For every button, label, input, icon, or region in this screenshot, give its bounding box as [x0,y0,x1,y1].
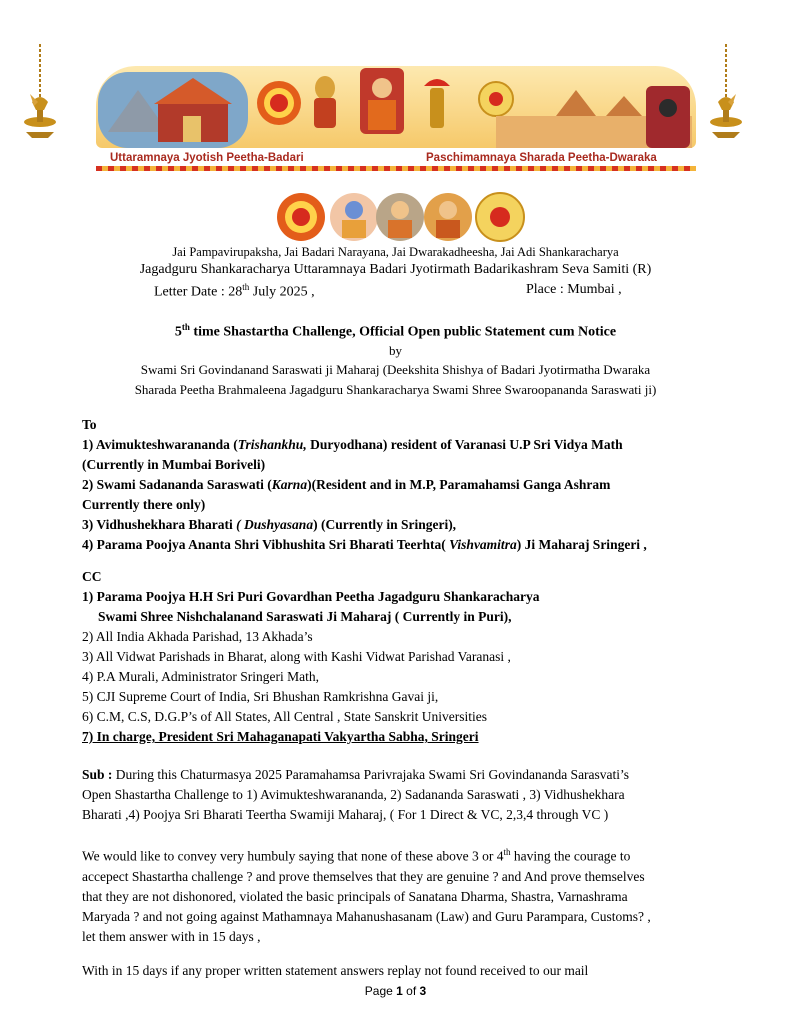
page-number [0,984,791,998]
body-paragraph-2 [82,961,722,981]
right-hanging-lamp-icon [706,44,746,144]
to-item-3-c: ) (Currently in Sringeri), [313,517,457,532]
notice-title [0,322,791,341]
title-num: 5 [174,324,182,340]
organization-line: Jagadguru Shankaracharya Uttaramnaya Badari Jyotirmath Badarikashram Seva Samiti (R) [139,262,652,277]
left-hanging-lamp-icon [20,44,60,144]
to-item-2 [82,475,722,495]
cc-item-3: 3) All Vidwat Parishads in Bharat, along with Kashi Vidwat Parishad Varanasi , [82,649,511,664]
guru-portrait-icon [424,193,472,241]
body-line-1-a: We would like to convey very humbuly saying that none of these above 3 or 4 [82,848,504,864]
place: Place : Mumbai , [526,282,622,297]
to-item-1 [82,435,722,455]
cc-item-6: 6) C.M, C.S, D.G.P’s of All States, All Central , State Sanskrit Universities [82,709,487,724]
peetha-seal-icon [476,193,524,241]
deities-image-row [276,192,526,242]
cc-section [82,567,722,747]
to-item-2-c: )(Resident and in M.P, Paramahamsi Ganga Ashram [307,477,611,492]
to-item-1-a: 1) Avimukteshwarananda ( [82,437,238,452]
page-prefix: Page [364,984,397,998]
to-item-3-b: ( Dushyasana [236,517,314,532]
body-line-1-sup: th [503,847,511,857]
narayana-portrait-icon [330,193,378,241]
author-line-2: Sharada Peetha Brahmaleena Jagadguru Shankaracharya Swami Shree Swaroopananda Saraswati ji) [134,382,657,397]
body-paragraph-1 [82,842,722,947]
author-line-1: Swami Sri Govindanand Saraswati ji Maharaj (Deekshita Shishya of Badari Jyotirmatha Dwaraka [140,362,651,377]
cc-label: CC [82,569,102,584]
cc-item-1-cont: Swami Shree Nishchalanand Saraswati Ji Maharaj ( Currently in Puri), [98,609,512,624]
cc-item-4: 4) P.A Murali, Administrator Sringeri Math, [82,669,319,684]
title-sup: th [181,322,190,332]
deity-with-umbrella-icon [422,72,452,132]
body-p2-line: With in 15 days if any proper written statement answers replay not found received to our mail [82,963,589,978]
to-item-1-c: Duryodhana) resident of Varanasi U.P Sri Vidya Math [306,437,623,452]
to-item-4 [82,535,722,555]
deity-idol-icon [310,74,340,132]
cc-item-1: 1) Parama Poojya H.H Sri Puri Govardhan Peetha Jagadguru Shankaracharya [82,589,540,604]
dwaraka-caption: Paschimamnaya Sharada Peetha-Dwaraka [426,152,657,164]
to-item-3 [82,515,722,535]
subject-section [82,765,722,825]
body-line-1 [82,842,722,867]
to-item-4-c: ) Ji Maharaj Sringeri , [516,537,647,552]
to-item-2-a: 2) Swami Sadananda Saraswati ( [82,477,272,492]
body-line-1-b: having the courage to [510,848,631,864]
to-item-4-b: Vishvamitra [445,537,517,552]
letter-date-sup: th [242,282,250,292]
cc-item-2: 2) All India Akhada Parishad, 13 Akhada’s [82,629,313,644]
to-item-3-a: 3) Vidhushekhara Bharati [82,517,237,532]
badari-caption: Uttaramnaya Jyotish Peetha-Badari [110,152,304,164]
subject-line-2: Open Shastartha Challenge to 1) Avimukteshwarananda, 2) Sadananda Saraswati , 3) Vidhushekhara [82,787,625,802]
to-label: To [82,417,97,432]
page-mid: of [402,984,420,998]
page-total: 3 [419,984,427,998]
to-item-1-b: Trishankhu, [237,437,307,452]
cc-item-7: 7) In charge, President Sri Mahaganapati Vakyartha Sabha, Sringeri [82,729,479,744]
subject-text-1: During this Chaturmasya 2025 Paramahamsa Parivrajaka Swami Sri Govindananda Sarasvati’s [112,767,630,782]
body-line-5: let them answer with in 15 days , [82,928,261,944]
cc-item-5: 5) CJI Supreme Court of India, Sri Bhushan Ramkrishna Gavai ji, [82,689,439,704]
body-line-4: Maryada ? and not going against Mathamnaya Mahanushasanam (Law) and Guru Parampara, Customs? , [82,908,651,924]
letter-date-prefix: Letter Date : 28 [154,284,243,300]
shri-chakra-emblem-icon [256,80,302,126]
shri-emblem-icon [277,193,325,241]
by-line: by [389,343,402,358]
shankaracharya-portrait-icon [360,68,404,134]
banner-border-strip [96,166,696,171]
body-line-2: accepect Shastartha challenge ? and prove themselves that they are genuine ? and And prove themselves [82,868,645,884]
to-section [82,415,722,555]
to-item-4-a: 4) Parama Poojya Ananta Shri Vibhushita Sri Bharati Teerhta( [82,537,446,552]
invocation-line: Jai Pampavirupaksha, Jai Badari Narayana, Jai Dwarakadheesha, Jai Adi Shankaracharya [172,245,619,259]
adi-shankaracharya-portrait-icon [376,193,424,241]
page-num: 1 [396,984,403,998]
subject-line-1 [82,765,722,785]
subject-line-3: Bharati ,4) Poojya Sri Bharati Teertha Swamiji Maharaj, ( For 1 Direct & VC, 2,3,4 through VC ) [82,807,609,822]
dwaraka-temple-icon [496,86,692,148]
badari-temple-icon [98,72,248,148]
to-item-2-b: Karna [271,477,308,492]
body-line-3: that they are not dishonored, violated the basic principals of Sanatana Dharma, Shastra, Varnashrama [82,888,628,904]
letter-date [154,282,315,301]
letter-date-suffix: July 2025 , [249,284,315,300]
subject-label: Sub : [82,767,113,782]
to-item-2-cont: Currently there only) [82,497,206,512]
title-text: time Shastartha Challenge, Official Open public Statement cum Notice [189,324,617,340]
header-banner [96,66,696,174]
to-item-1-cont: (Currently in Mumbai Boriveli) [82,457,266,472]
